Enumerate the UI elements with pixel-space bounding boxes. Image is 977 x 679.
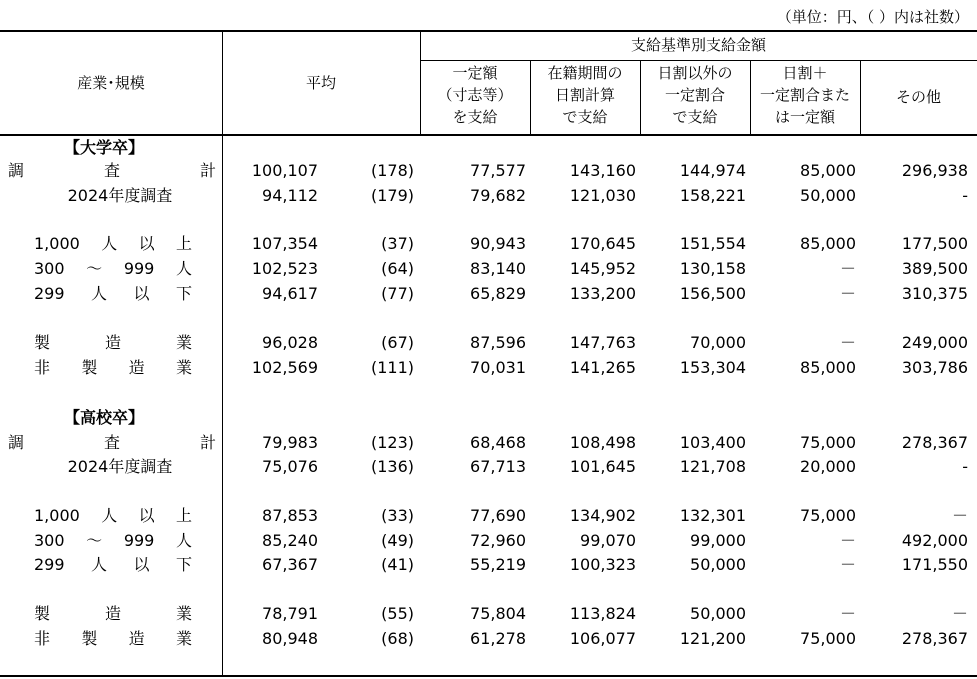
group-underline bbox=[420, 60, 977, 61]
row-value-col1: 90,943 bbox=[470, 234, 526, 253]
row-average: 102,569 bbox=[251, 358, 318, 377]
table-row bbox=[0, 184, 977, 208]
row-value-col4: 75,000 bbox=[800, 433, 856, 452]
row-value-col1: 65,829 bbox=[470, 284, 526, 303]
row-average: 67,367 bbox=[262, 555, 318, 574]
row-value-col3: 50,000 bbox=[690, 604, 746, 623]
row-company-count: (55) bbox=[381, 604, 414, 623]
header-col-other: その他 bbox=[895, 88, 941, 106]
row-value-col2: 147,763 bbox=[569, 333, 636, 352]
row-value-col3: 144,974 bbox=[679, 161, 746, 180]
row-value-col1: 79,682 bbox=[470, 186, 526, 205]
row-value-col1: 77,690 bbox=[470, 506, 526, 525]
row-value-col3: 132,301 bbox=[679, 506, 746, 525]
row-label: 製 造 業 bbox=[34, 604, 192, 623]
row-value-col4: － bbox=[839, 284, 856, 303]
row-label: 調 査 計 bbox=[8, 433, 216, 452]
row-company-count: (33) bbox=[381, 506, 414, 525]
row-value-col1: 77,577 bbox=[470, 161, 526, 180]
row-value-col3: 156,500 bbox=[679, 284, 746, 303]
row-value-col4: － bbox=[839, 604, 856, 623]
row-value-col5: 296,938 bbox=[901, 161, 968, 180]
row-value-col5: － bbox=[951, 604, 968, 623]
unit-note: （単位：円、（ ）内は社数） bbox=[776, 8, 969, 26]
header-average: 平均 bbox=[305, 74, 336, 92]
table-row bbox=[0, 331, 977, 355]
row-value-col1: 75,804 bbox=[470, 604, 526, 623]
row-value-col4: 85,000 bbox=[800, 234, 856, 253]
row-company-count: (178) bbox=[370, 161, 414, 180]
row-value-col2: 106,077 bbox=[569, 629, 636, 648]
row-label: 2024年度調査 bbox=[67, 186, 173, 205]
row-value-col4: － bbox=[839, 531, 856, 550]
row-value-col5: 171,550 bbox=[901, 555, 968, 574]
table-row bbox=[0, 529, 977, 553]
row-value-col4: － bbox=[839, 555, 856, 574]
section-title-highschool: 【高校卒】 bbox=[64, 408, 145, 427]
row-average: 107,354 bbox=[251, 234, 318, 253]
table-row bbox=[0, 455, 977, 479]
row-average: 85,240 bbox=[262, 531, 318, 550]
row-value-col1: 83,140 bbox=[470, 259, 526, 278]
row-value-col1: 70,031 bbox=[470, 358, 526, 377]
row-label: 非 製 造 業 bbox=[34, 358, 192, 377]
row-value-col3: 99,000 bbox=[690, 531, 746, 550]
row-value-col5: 177,500 bbox=[901, 234, 968, 253]
row-average: 102,523 bbox=[251, 259, 318, 278]
header-col-fixed: 一定額 （寸志等） を支給 bbox=[437, 64, 513, 126]
row-value-col2: 134,902 bbox=[569, 506, 636, 525]
row-value-col2: 143,160 bbox=[569, 161, 636, 180]
row-value-col5: - bbox=[962, 457, 968, 476]
row-average: 79,983 bbox=[262, 433, 318, 452]
row-company-count: (64) bbox=[381, 259, 414, 278]
header-bottom-rule bbox=[0, 134, 977, 136]
row-value-col3: 151,554 bbox=[679, 234, 746, 253]
row-value-col3: 103,400 bbox=[679, 433, 746, 452]
row-value-col2: 141,265 bbox=[569, 358, 636, 377]
row-value-col5: 249,000 bbox=[901, 333, 968, 352]
row-value-col2: 99,070 bbox=[580, 531, 636, 550]
table-row bbox=[0, 282, 977, 306]
table-row bbox=[0, 553, 977, 577]
row-value-col1: 67,713 bbox=[470, 457, 526, 476]
row-value-col4: 75,000 bbox=[800, 506, 856, 525]
table-row bbox=[0, 257, 977, 281]
row-company-count: (41) bbox=[381, 555, 414, 574]
row-average: 75,076 bbox=[262, 457, 318, 476]
row-value-col5: 492,000 bbox=[901, 531, 968, 550]
row-company-count: (67) bbox=[381, 333, 414, 352]
row-value-col3: 121,708 bbox=[679, 457, 746, 476]
row-value-col5: 278,367 bbox=[901, 433, 968, 452]
row-label: 1,000 人 以 上 bbox=[34, 506, 192, 525]
row-value-col2: 100,323 bbox=[569, 555, 636, 574]
row-value-col2: 145,952 bbox=[569, 259, 636, 278]
header-col-prorata: 在籍期間の 日割計算 で支給 bbox=[547, 64, 623, 126]
row-company-count: (68) bbox=[381, 629, 414, 648]
row-value-col4: － bbox=[839, 333, 856, 352]
row-label: 非 製 造 業 bbox=[34, 629, 192, 648]
row-average: 94,112 bbox=[262, 186, 318, 205]
row-value-col2: 121,030 bbox=[569, 186, 636, 205]
row-label: 1,000 人 以 上 bbox=[34, 234, 192, 253]
row-value-col4: － bbox=[839, 259, 856, 278]
table-row bbox=[0, 356, 977, 380]
row-value-col2: 170,645 bbox=[569, 234, 636, 253]
row-company-count: (123) bbox=[370, 433, 414, 452]
row-average: 87,853 bbox=[262, 506, 318, 525]
row-value-col3: 130,158 bbox=[679, 259, 746, 278]
row-company-count: (37) bbox=[381, 234, 414, 253]
table-row bbox=[0, 504, 977, 528]
row-average: 80,948 bbox=[262, 629, 318, 648]
row-value-col5: 303,786 bbox=[901, 358, 968, 377]
row-label: 299 人 以 下 bbox=[34, 555, 192, 574]
row-value-col1: 61,278 bbox=[470, 629, 526, 648]
row-company-count: (77) bbox=[381, 284, 414, 303]
row-value-col1: 55,219 bbox=[470, 555, 526, 574]
row-value-col3: 70,000 bbox=[690, 333, 746, 352]
row-average: 78,791 bbox=[262, 604, 318, 623]
row-average: 94,617 bbox=[262, 284, 318, 303]
row-value-col1: 68,468 bbox=[470, 433, 526, 452]
table-row bbox=[0, 431, 977, 455]
row-value-col3: 121,200 bbox=[679, 629, 746, 648]
header-col-mixed: 日割＋ 一定割合また は一定額 bbox=[759, 64, 850, 126]
row-label: 300 ～ 999 人 bbox=[34, 259, 192, 278]
row-value-col4: 85,000 bbox=[800, 358, 856, 377]
row-label: 2024年度調査 bbox=[67, 457, 173, 476]
row-value-col4: 75,000 bbox=[800, 629, 856, 648]
row-company-count: (136) bbox=[370, 457, 414, 476]
row-value-col5: － bbox=[951, 506, 968, 525]
row-company-count: (179) bbox=[370, 186, 414, 205]
row-value-col2: 113,824 bbox=[569, 604, 636, 623]
row-value-col4: 50,000 bbox=[800, 186, 856, 205]
header-col-ratio: 日割以外の 一定割合 で支給 bbox=[657, 64, 733, 126]
row-value-col3: 153,304 bbox=[679, 358, 746, 377]
row-company-count: (111) bbox=[370, 358, 414, 377]
row-value-col4: 20,000 bbox=[800, 457, 856, 476]
table-row bbox=[0, 159, 977, 183]
row-value-col2: 101,645 bbox=[569, 457, 636, 476]
row-value-col2: 133,200 bbox=[569, 284, 636, 303]
row-value-col3: 158,221 bbox=[679, 186, 746, 205]
row-value-col5: 389,500 bbox=[901, 259, 968, 278]
row-average: 100,107 bbox=[251, 161, 318, 180]
row-value-col3: 50,000 bbox=[690, 555, 746, 574]
header-group: 支給基準別支給金額 bbox=[630, 36, 766, 54]
header-industry: 産業･規模 bbox=[77, 74, 145, 92]
section-title-university: 【大学卒】 bbox=[64, 138, 145, 157]
row-value-col5: - bbox=[962, 186, 968, 205]
table-row bbox=[0, 232, 977, 256]
bottom-rule bbox=[0, 675, 977, 677]
row-value-col4: 85,000 bbox=[800, 161, 856, 180]
row-average: 96,028 bbox=[262, 333, 318, 352]
row-value-col1: 72,960 bbox=[470, 531, 526, 550]
row-company-count: (49) bbox=[381, 531, 414, 550]
row-label: 製 造 業 bbox=[34, 333, 192, 352]
table-row bbox=[0, 602, 977, 626]
row-value-col2: 108,498 bbox=[569, 433, 636, 452]
row-value-col5: 278,367 bbox=[901, 629, 968, 648]
row-label: 299 人 以 下 bbox=[34, 284, 192, 303]
top-rule bbox=[0, 30, 977, 32]
row-label: 調 査 計 bbox=[8, 161, 216, 180]
row-value-col5: 310,375 bbox=[901, 284, 968, 303]
row-value-col1: 87,596 bbox=[470, 333, 526, 352]
table-row bbox=[0, 627, 977, 651]
row-label: 300 ～ 999 人 bbox=[34, 531, 192, 550]
